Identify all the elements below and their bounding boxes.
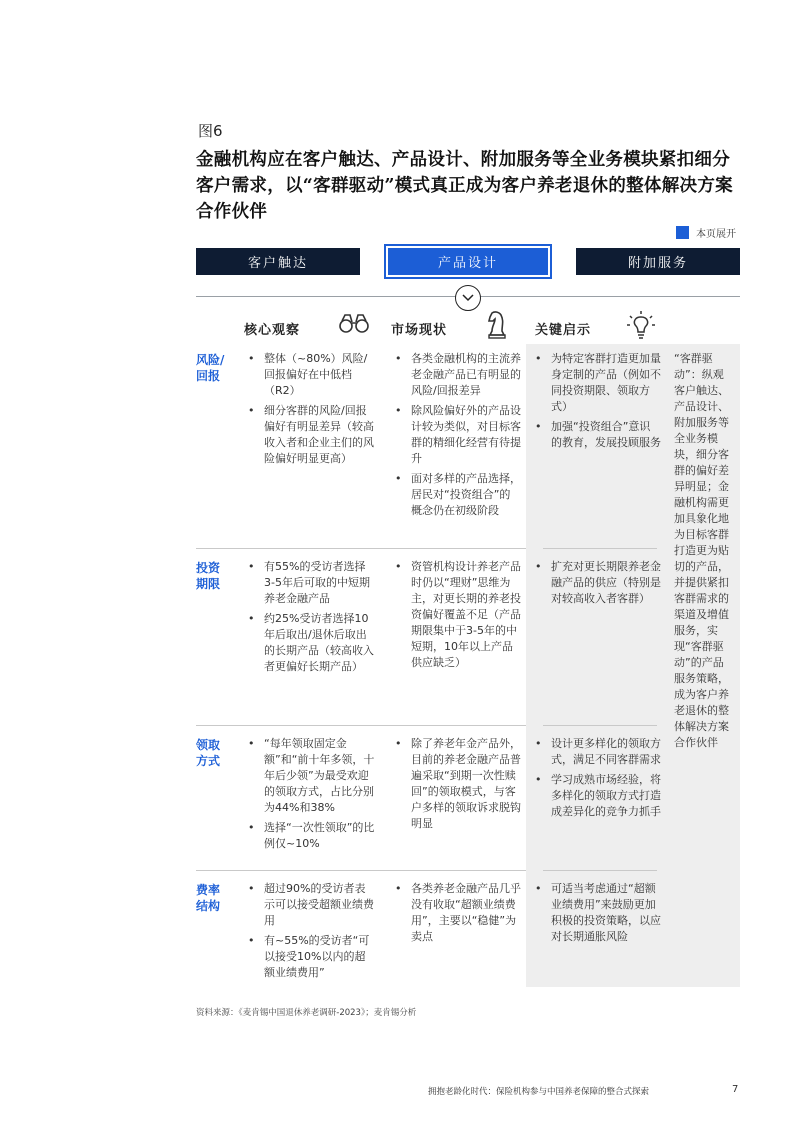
lightbulb-icon bbox=[626, 310, 656, 344]
list-item: • 学习成熟市场经验，将多样化的领取方式打造成差异化的竞争力抓手 bbox=[533, 772, 661, 820]
row-label-withdrawal-method: 领取方式 bbox=[196, 738, 221, 768]
chevron-down-icon[interactable] bbox=[455, 285, 481, 311]
market-cell-fee-structure bbox=[393, 881, 521, 949]
list-item: • “每年领取固定金额”和“前十年多领，十年后少领”为最受欢迎的领取方式，占比分别为44%和38% bbox=[246, 736, 376, 816]
list-item: • 各类养老金融产品几乎没有收取“超额业绩费用”，主要以“稳健”为卖点 bbox=[393, 881, 521, 945]
page-number: 7 bbox=[732, 1084, 739, 1095]
list-item: • 可适当考虑通过“超额业绩费用”来鼓励更加积极的投资策略，以应对长期通胀风险 bbox=[533, 881, 661, 945]
column-header-insight: 关键启示 bbox=[535, 323, 592, 338]
list-item: • 选择“一次性领取”的比例仅~10% bbox=[246, 820, 376, 852]
insight-cell-risk-return bbox=[533, 351, 661, 455]
list-item: • 有~55%的受访者“可以接受10%以内的超额业绩费用” bbox=[246, 933, 376, 981]
figure-title: 金融机构应在客户触达、产品设计、附加服务等全业务模块紧扣细分客户需求，以“客群驱动”模式真正成为客户养老退休的整体解决方案合作伙伴 bbox=[196, 150, 733, 222]
list-item: • 各类金融机构的主流养老金融产品已有明显的风险/回报差异 bbox=[393, 351, 521, 399]
tab-product-design[interactable]: 产品设计 bbox=[388, 248, 548, 275]
row-divider bbox=[543, 870, 657, 871]
market-cell-withdrawal-method bbox=[393, 736, 521, 836]
legend-swatch bbox=[676, 226, 689, 239]
core-cell-withdrawal-method bbox=[246, 736, 376, 856]
row-divider bbox=[196, 548, 526, 549]
list-item: • 约25%受访者选择10年后取出/退休后取出的长期产品（较高收入者更偏好长期产品） bbox=[246, 611, 376, 675]
source-note: 资料来源：《麦肯锡中国退休养老调研-2023》；麦肯锡分析 bbox=[196, 1008, 417, 1018]
legend-label: 本页展开 bbox=[696, 229, 736, 240]
market-cell-investment-horizon bbox=[393, 559, 521, 675]
core-cell-risk-return bbox=[246, 351, 376, 471]
list-item: • 除风险偏好外的产品设计较为类似，对目标客群的精细化经营有待提升 bbox=[393, 403, 521, 467]
row-divider bbox=[543, 548, 657, 549]
insight-cell-withdrawal-method bbox=[533, 736, 661, 824]
summary-text: “客群驱动”：纵观客户触达、产品设计、附加服务等全业务模块，细分客群的偏好差异明显；金融机构需更加具象化地为目标客群打造更为贴切的产品，并提供紧扣客群需求的渠道及增值服务，实现“客群驱动”的产品服务策略，成为客户养老退休的整体解决方案合作伙伴 bbox=[674, 352, 729, 749]
list-item: • 资管机构设计养老产品时仍以“理财”思维为主，对更长期的养老投资偏好覆盖不足（产品期限集中于3-5年的中短期，10年以上产品供应缺乏） bbox=[393, 559, 521, 671]
list-item: • 细分客群的风险/回报偏好有明显差异（较高收入者和企业主们的风险偏好明显更高） bbox=[246, 403, 376, 467]
column-header-core: 核心观察 bbox=[244, 323, 301, 338]
legend bbox=[676, 225, 736, 240]
list-item: • 为特定客群打造更加量身定制的产品（例如不同投资期限、领取方式） bbox=[533, 351, 661, 415]
list-item: • 面对多样的产品选择，居民对“投资组合”的概念仍在初级阶段 bbox=[393, 471, 521, 519]
list-item: • 除了养老年金产品外，目前的养老金融产品普遍采取“到期一次性赎回”的领取模式，与客户多样的领取诉求脱钩明显 bbox=[393, 736, 521, 832]
list-item: • 整体（~80%）风险/回报偏好在中低档（R2） bbox=[246, 351, 376, 399]
list-item: • 有55%的受访者选择3-5年后可取的中短期养老金融产品 bbox=[246, 559, 376, 607]
row-label-fee-structure: 费率结构 bbox=[196, 883, 221, 913]
chess-knight-icon bbox=[486, 309, 508, 343]
column-header-market: 市场现状 bbox=[391, 323, 448, 338]
row-label-investment-horizon: 投资期限 bbox=[196, 561, 221, 591]
list-item: • 加强“投资组合”意识的教育，发展投顾服务 bbox=[533, 419, 661, 451]
row-divider bbox=[543, 725, 657, 726]
insight-cell-investment-horizon bbox=[533, 559, 661, 611]
footer-title: 拥抱老龄化时代：保险机构参与中国养老保障的整合式探索 bbox=[428, 1087, 650, 1097]
core-cell-fee-structure bbox=[246, 881, 376, 985]
list-item: • 设计更多样化的领取方式，满足不同客群需求 bbox=[533, 736, 661, 768]
list-item: • 扩充对更长期限养老金融产品的供应（特别是对较高收入者客群） bbox=[533, 559, 661, 607]
binoculars-icon bbox=[338, 312, 370, 340]
core-cell-investment-horizon bbox=[246, 559, 376, 679]
row-divider bbox=[196, 870, 526, 871]
tab-customer-reach[interactable]: 客户触达 bbox=[196, 248, 360, 275]
market-cell-risk-return bbox=[393, 351, 521, 523]
insight-cell-fee-structure bbox=[533, 881, 661, 949]
list-item: • 超过90%的受访者表示可以接受超额业绩费用 bbox=[246, 881, 376, 929]
figure-label: 图6 bbox=[198, 122, 223, 140]
row-divider bbox=[196, 725, 526, 726]
tab-value-added-services[interactable]: 附加服务 bbox=[576, 248, 740, 275]
row-label-risk-return: 风险/回报 bbox=[196, 353, 225, 383]
